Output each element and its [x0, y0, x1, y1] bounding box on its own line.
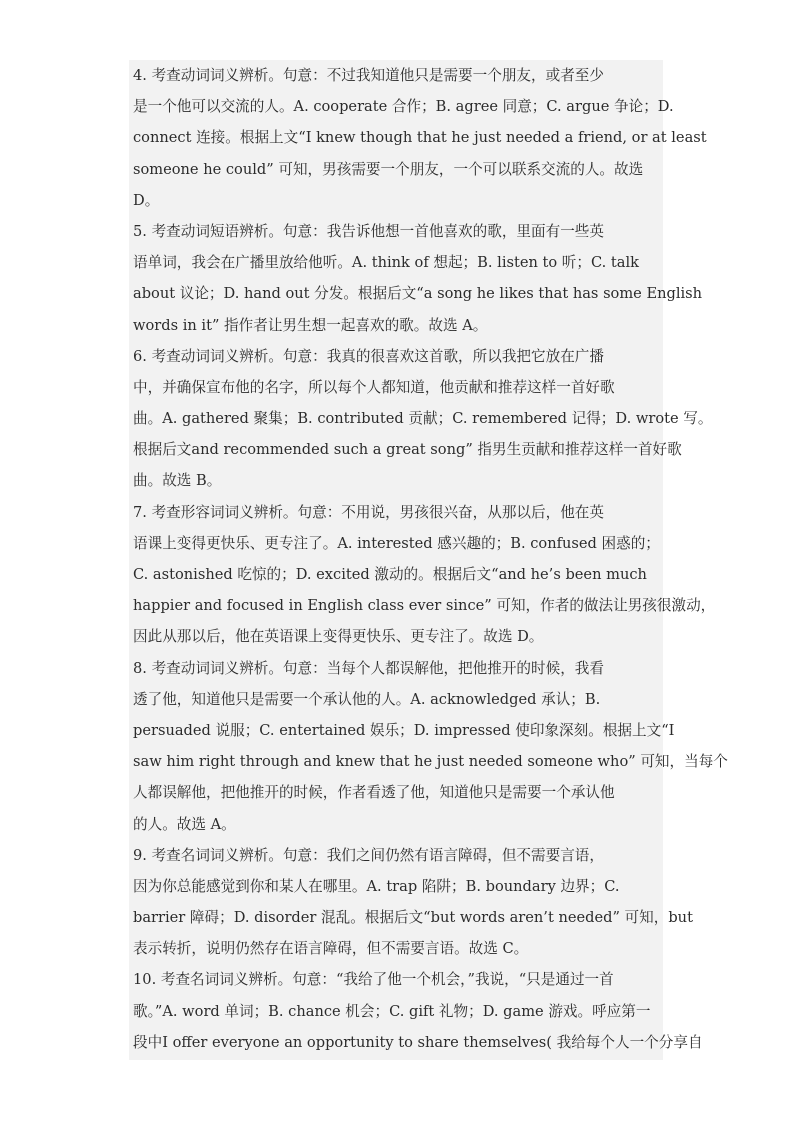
text-line: 曲。故选 B。	[133, 472, 222, 490]
text-line: barrier 障碍；D. disorder 混乱。根据后文“but words aren’t needed” 可知，but	[133, 909, 693, 927]
text-line: 中，并确保宣布他的名字，所以每个人都知道，他贡献和推荐这样一首好歌	[133, 378, 615, 396]
text-line: 因为你总能感觉到你和某人在哪里。A. trap 陷阱；B. boundary 边界；C.	[133, 877, 620, 895]
text-line: 段中I offer everyone an opportunity to share themselves( 我给每个人一个分享自	[133, 1033, 703, 1051]
text-line: 透了他，知道他只是需要一个承认他的人。A. acknowledged 承认；B.	[133, 690, 601, 708]
text-line: 语课上变得更快乐、更专注了。A. interested 感兴趣的；B. confused 困惑的；	[133, 534, 660, 552]
text-line: 表示转折，说明仍然存在语言障碍，但不需要言语。故选 C。	[133, 940, 529, 958]
text-line: 9. 考查名词词义辨析。句意：我们之间仍然有语言障碍，但不需要言语，	[133, 846, 604, 864]
text-line: words in it” 指作者让男生想一起喜欢的歌。故选 A。	[133, 316, 488, 334]
text-line: 8. 考查动词词义辨析。句意：当每个人都误解他，把他推开的时候，我看	[133, 659, 604, 677]
text-line: 是一个他可以交流的人。A. cooperate 合作；B. agree 同意；C. argue 争论；D.	[133, 98, 674, 116]
text-line: 曲。A. gathered 聚集；B. contributed 贡献；C. remembered 记得；D. wrote 写。	[133, 410, 713, 428]
text-line: 歌。”A. word 单词；B. chance 机会；C. gift 礼物；D. game 游戏。呼应第一	[133, 1002, 651, 1020]
text-line: 10. 考查名词词义辨析。句意：“我给了他一个机会，”我说，“只是通过一首	[133, 971, 614, 989]
text-line: saw him right through and knew that he just needed someone who” 可知，当每个	[133, 753, 728, 771]
text-line: 6. 考查动词词义辨析。句意：我真的很喜欢这首歌，所以我把它放在广播	[133, 347, 604, 365]
text-line: someone he could” 可知，男孩需要一个朋友，一个可以联系交流的人。故选	[133, 160, 644, 178]
text-line: D。	[133, 191, 160, 209]
text-line: C. astonished 吃惊的；D. excited 激动的。根据后文“and he’s been much	[133, 566, 647, 583]
text-line: happier and focused in English class ever since” 可知，作者的做法让男孩很激动，	[133, 597, 716, 615]
answer-explanation-block	[129, 60, 728, 1060]
text-line: 4. 考查动词词义辨析。句意：不过我知道他只是需要一个朋友，或者至少	[133, 67, 604, 84]
text-line: 根据后文and recommended such a great song” 指男生贡献和推荐这样一首好歌	[133, 441, 682, 459]
text-line: 7. 考查形容词词义辨析。句意：不用说，男孩很兴奋，从那以后，他在英	[133, 503, 604, 521]
text-line: 人都误解他，把他推开的时候，作者看透了他，知道他只是需要一个承认他	[133, 784, 615, 802]
text-line: 5. 考查动词短语辨析。句意：我告诉他想一首他喜欢的歌，里面有一些英	[133, 222, 604, 240]
text-line: 因此从那以后，他在英语课上变得更快乐、更专注了。故选 D。	[133, 628, 544, 646]
text-line: 语单词，我会在广播里放给他听。A. think of 想起；B. listen to 听；C. talk	[133, 254, 639, 272]
text-line: 的人。故选 A。	[133, 815, 236, 833]
text-line: about 议论；D. hand out 分发。根据后文“a song he likes that has some English	[133, 285, 703, 303]
text-line: connect 连接。根据上文“I knew though that he just needed a friend, or at least	[133, 129, 707, 147]
text-line: persuaded 说服；C. entertained 娱乐；D. impressed 使印象深刻。根据上文“I	[133, 721, 675, 739]
